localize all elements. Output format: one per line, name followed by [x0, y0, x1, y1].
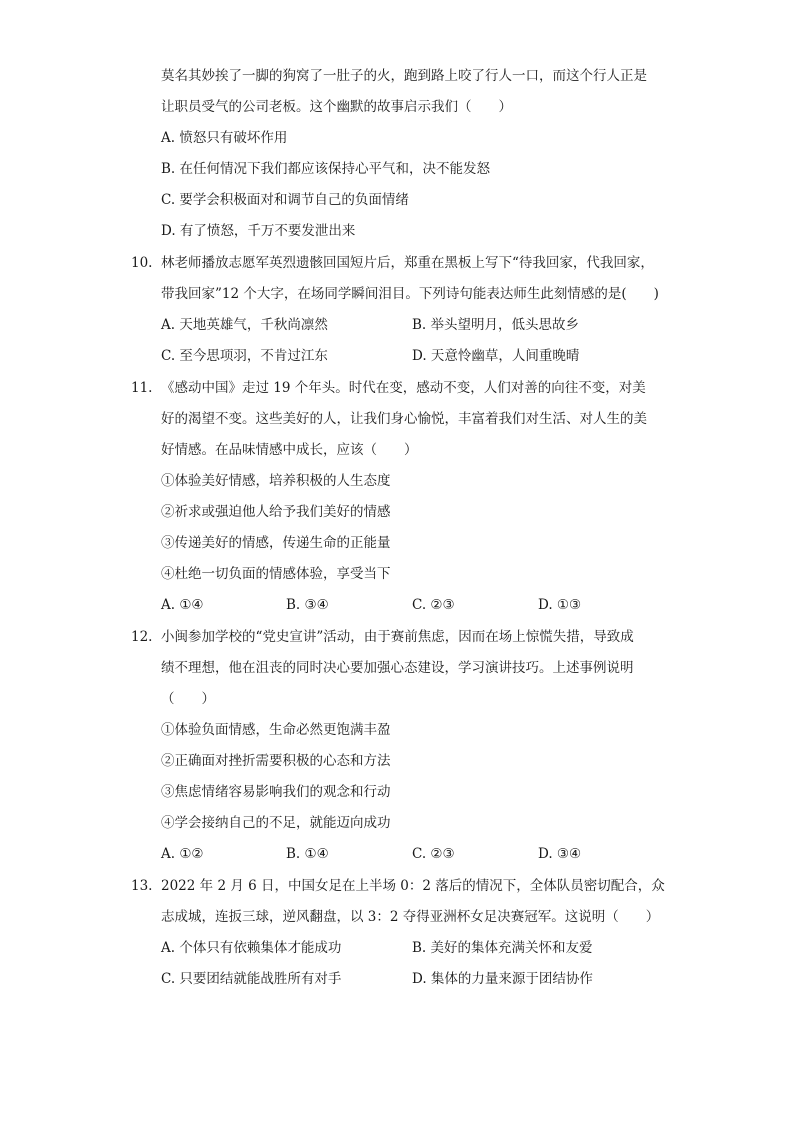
question-10-stem-line-1: 林老师播放志愿军英烈遗骸回国短片后，郑重在黑板上写下“待我回家，代我回家， [161, 255, 654, 271]
question-12-option-a: A. ①② [161, 846, 204, 862]
question-12-stem-line-3: （ ） [161, 691, 215, 707]
question-11-statement-1: ①体验美好情感，培养积极的人生态度 [161, 473, 391, 489]
question-11-stem-line-2: 好的渴望不变。这些美好的人，让我们身心愉悦，丰富着我们对生活、对人生的美 [161, 411, 647, 427]
question-11-stem-line-1: 《感动中国》走过 19 个年头。时代在变，感动不变，人们对善的向往不变，对美 [161, 380, 646, 396]
question-13-option-b: B. 美好的集体充满关怀和友爱 [412, 940, 593, 956]
question-11-statement-4: ④杜绝一切负面的情感体验，享受当下 [161, 566, 391, 582]
question-11-statement-2: ②祈求或强迫他人给予我们美好的情感 [161, 504, 391, 520]
question-12-statement-2: ②正确面对挫折需要积极的心态和方法 [161, 753, 391, 769]
question-12-stem-line-1: 小闽参加学校的“党史宣讲”活动，由于赛前焦虑，因而在场上惊慌失措，导致成 [161, 629, 634, 645]
question-12-option-b: B. ①④ [286, 846, 329, 862]
question-11-option-a: A. ①④ [161, 597, 204, 613]
question-12-statement-3: ③焦虑情绪容易影响我们的观念和行动 [161, 784, 391, 800]
question-10-stem-line-2: 带我回家”12 个大字，在场同学瞬间泪目。下列诗句能表达师生此刻情感的是( ) [161, 286, 659, 302]
question-11-stem-line-3: 好情感。在品味情感中成长，应该（ ） [161, 442, 418, 458]
question-9-option-d: D. 有了愤怒，千万不要发泄出来 [161, 223, 356, 239]
question-9-option-a: A. 愤怒只有破坏作用 [161, 130, 288, 146]
question-10-number: 10. [131, 255, 153, 271]
question-9-option-c: C. 要学会积极面对和调节自己的负面情绪 [161, 192, 409, 208]
question-10-option-a: A. 天地英雄气，千秋尚凛然 [161, 317, 328, 333]
question-10-option-c: C. 至今思项羽，不肯过江东 [161, 348, 328, 364]
question-11-option-c: C. ②③ [412, 597, 455, 613]
question-13-option-d: D. 集体的力量来源于团结协作 [412, 971, 593, 987]
question-12-number: 12. [131, 629, 153, 645]
question-9-stem-line-2: 让职员受气的公司老板。这个幽默的故事启示我们（ ） [161, 99, 512, 115]
question-9-stem-line-1: 莫名其妙挨了一脚的狗窝了一肚子的火，跑到路上咬了行人一口，而这个行人正是 [161, 68, 647, 84]
question-12-stem-line-2: 绩不理想，他在沮丧的同时决心要加强心态建设，学习演讲技巧。上述事例说明 [161, 660, 634, 676]
question-13-stem-line-2: 志成城，连扳三球，逆风翻盘，以 3：2 夺得亚洲杯女足决赛冠军。这说明（ ） [161, 909, 660, 925]
question-11-statement-3: ③传递美好的情感，传递生命的正能量 [161, 535, 391, 551]
question-12-option-d: D. ③④ [538, 846, 582, 862]
question-12-statement-1: ①体验负面情感，生命必然更饱满丰盈 [161, 722, 391, 738]
question-10-option-d: D. 天意怜幽草，人间重晚晴 [412, 348, 580, 364]
question-13-option-a: A. 个体只有依赖集体才能成功 [161, 940, 342, 956]
question-12-option-c: C. ②③ [412, 846, 455, 862]
question-11-option-b: B. ③④ [286, 597, 329, 613]
question-12-statement-4: ④学会接纳自己的不足，就能迈向成功 [161, 815, 391, 831]
question-13-option-c: C. 只要团结就能战胜所有对手 [161, 971, 342, 987]
question-13-stem-line-1: 2022 年 2 月 6 日，中国女足在上半场 0：2 落后的情况下，全体队员密切配合，众 [161, 878, 665, 894]
question-10-option-b: B. 举头望明月，低头思故乡 [412, 317, 580, 333]
question-9-option-b: B. 在任何情况下我们都应该保持心平气和，决不能发怒 [161, 161, 491, 177]
question-11-number: 11. [131, 380, 153, 396]
question-11-option-d: D. ①③ [538, 597, 582, 613]
question-13-number: 13. [131, 878, 153, 894]
